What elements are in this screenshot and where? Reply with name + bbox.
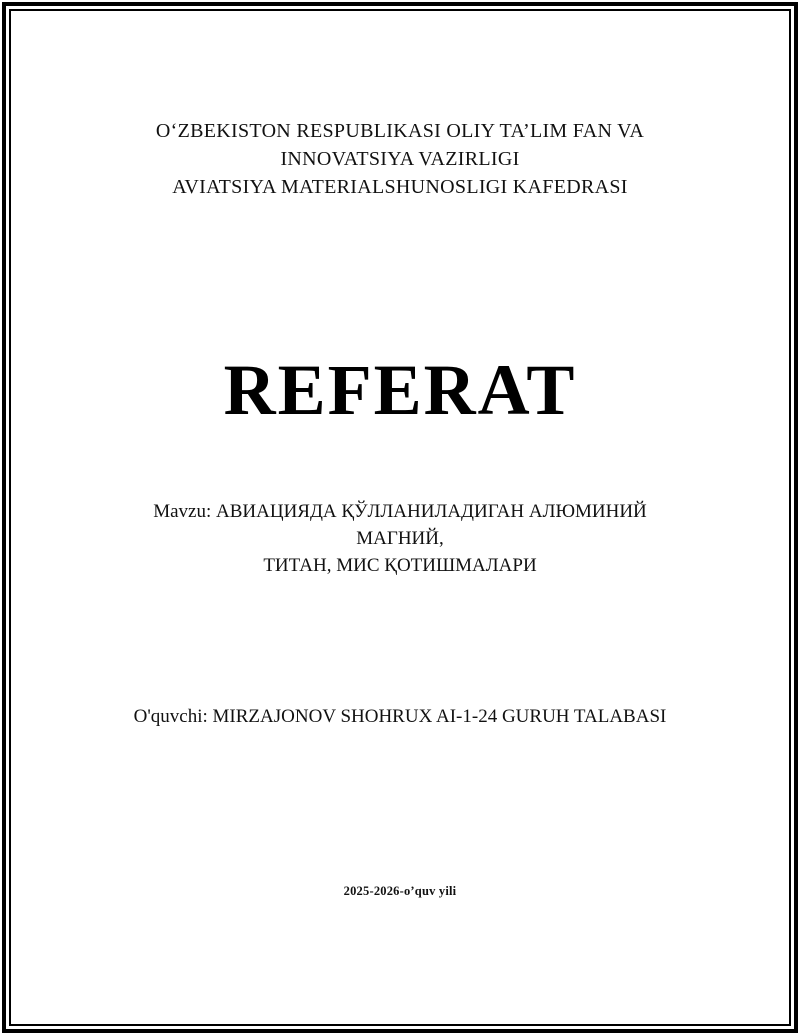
header-line-2: INNOVATSIYA VAZIRLIGI — [280, 148, 520, 170]
page-content — [11, 11, 789, 1024]
academic-year: 2025-2026-o’quv yili — [343, 884, 457, 898]
topic-line-1: Mavzu: АВИАЦИЯДА ҚЎЛЛАНИЛАДИГАН АЛЮМИНИЙ — [153, 501, 647, 522]
document-title: REFERAT — [223, 350, 577, 430]
topic-line-2: МАГНИЙ, — [356, 528, 444, 549]
header-line-1: O‘ZBEKISTON RESPUBLIKASI OLIY TA’LIM FAN VA — [155, 120, 645, 142]
student-line: O'quvchi: MIRZAJONOV SHOHRUX AI-1-24 GURUH TALABASI — [133, 706, 667, 727]
topic-block — [11, 498, 789, 579]
header-line-3: AVIATSIYA MATERIALSHUNOSLIGI KAFEDRASI — [172, 176, 628, 198]
ministry-header — [11, 117, 789, 201]
topic-line-3: ТИТАН, МИС ҚОТИШМАЛАРИ — [263, 555, 537, 576]
